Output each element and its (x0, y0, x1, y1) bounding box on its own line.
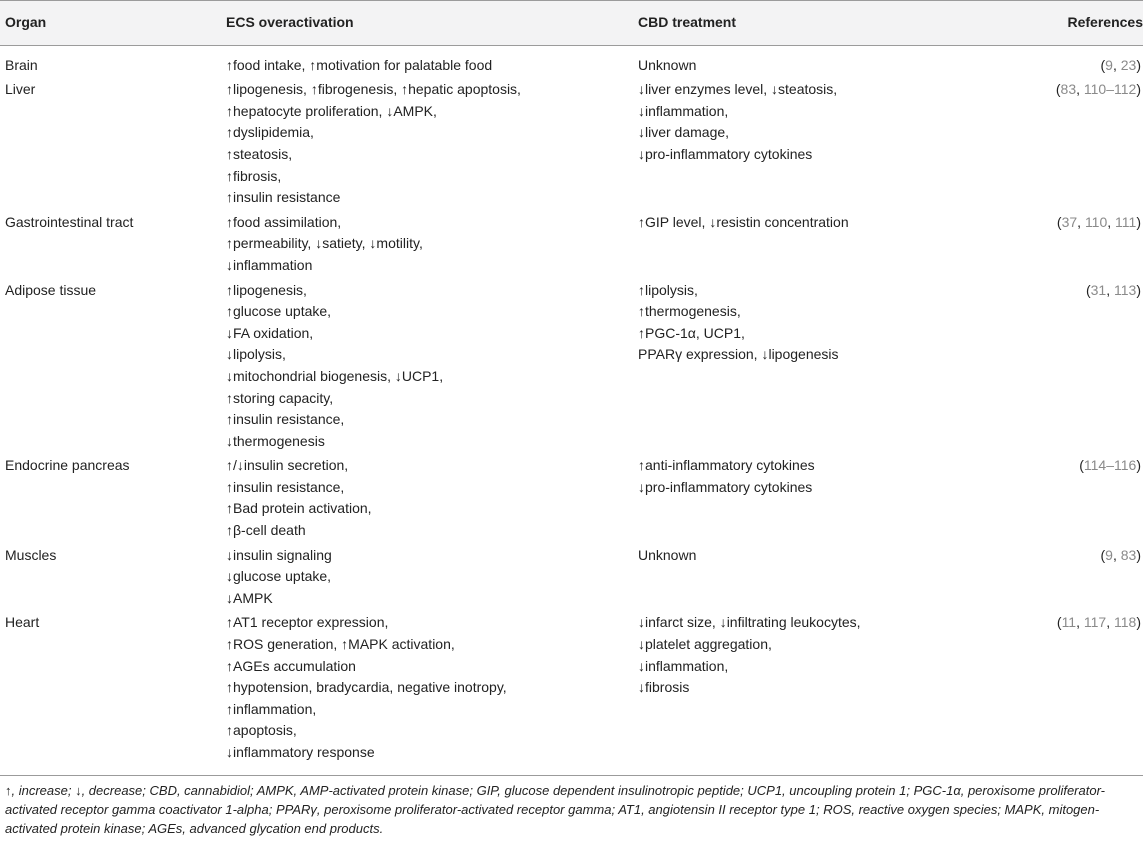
cell-references: (11, 117, 118) (1056, 614, 1141, 631)
cell-ecs-overactivation-line: ↑food assimilation, (226, 213, 342, 230)
cell-cbd-treatment-line: ↑GIP level, ↓resistin concentration (638, 213, 849, 230)
cell-ecs-overactivation-line: ↓FA oxidation, (226, 324, 314, 341)
cell-ecs-overactivation-line: ↓AMPK (226, 589, 273, 606)
header-cbd-treatment: CBD treatment (638, 1, 1034, 46)
cell-ecs-overactivation-line: ↑permeability, ↓satiety, ↓motility, (226, 235, 423, 252)
cell-ecs-overactivation-line: ↑insulin resistance, (226, 411, 345, 428)
cell-cbd-treatment (638, 77, 1034, 210)
reference-link[interactable]: 113 (1114, 281, 1137, 298)
cell-cbd-treatment-line: Unknown (638, 546, 697, 563)
cell-cbd-treatment-line: ↓liver damage, (638, 124, 730, 141)
cell-cbd-treatment (638, 45, 1034, 77)
reference-link[interactable]: 31 (1090, 281, 1107, 298)
cell-ecs-overactivation-line: ↑glucose uptake, (226, 303, 332, 320)
table-row (0, 77, 1143, 210)
cell-cbd-treatment (638, 210, 1034, 278)
cell-references: (83, 110–112) (1055, 81, 1141, 98)
reference-separator: , (1106, 281, 1114, 298)
cell-ecs-overactivation-line: ↑/↓insulin secretion, (226, 457, 349, 474)
reference-separator: , (1112, 56, 1121, 73)
cell-ecs-overactivation-line: ↑hypotension, bradycardia, negative inotropy, (226, 679, 507, 696)
reference-link[interactable]: 23 (1120, 56, 1137, 73)
cell-references: (9, 23) (1100, 56, 1141, 73)
header-references: References (1034, 1, 1143, 46)
table-row (0, 45, 1143, 77)
reference-link[interactable]: 110–112 (1083, 81, 1137, 98)
cell-ecs-overactivation-line: ↓mitochondrial biogenesis, ↓UCP1, (226, 367, 444, 384)
cell-references: (31, 113) (1085, 281, 1141, 298)
cell-ecs-overactivation (226, 543, 638, 611)
cell-organ: Liver (5, 81, 36, 98)
cell-ecs-overactivation-line: ↓inflammatory response (226, 744, 375, 760)
cell-ecs-overactivation-line: ↑lipogenesis, ↑fibrogenesis, ↑hepatic apoptosis, (226, 81, 521, 98)
cell-references: (37, 110, 111) (1056, 213, 1141, 230)
cell-ecs-overactivation-line: ↑β-cell death (226, 522, 306, 539)
cell-ecs-overactivation-line: ↑Bad protein activation, (226, 500, 372, 517)
cell-cbd-treatment-line: ↓platelet aggregation, (638, 636, 772, 653)
reference-link[interactable]: 11 (1061, 614, 1077, 631)
header-organ: Organ (0, 1, 226, 46)
cell-organ: Gastrointestinal tract (5, 213, 134, 230)
cell-organ: Adipose tissue (5, 281, 97, 298)
reference-separator: , (1112, 546, 1121, 563)
reference-link[interactable]: 118 (1114, 614, 1137, 631)
cell-ecs-overactivation-line: ↑dyslipidemia, (226, 124, 314, 141)
cell-references: (9, 83) (1100, 546, 1141, 563)
cell-cbd-treatment-line: Unknown (638, 56, 697, 73)
cell-ecs-overactivation-line: ↑fibrosis, (226, 167, 282, 184)
table-row (0, 210, 1143, 278)
cell-ecs-overactivation-line: ↑food intake, ↑motivation for palatable food (226, 56, 493, 73)
cell-ecs-overactivation (226, 278, 638, 454)
cell-cbd-treatment-line: ↓pro-inflammatory cytokines (638, 478, 813, 495)
cell-ecs-overactivation-line: ↑insulin resistance, (226, 478, 345, 495)
reference-separator: , (1076, 81, 1084, 98)
cell-cbd-treatment (638, 453, 1034, 542)
table-row (0, 453, 1143, 542)
cell-ecs-overactivation-line: ↓insulin signaling (226, 546, 332, 563)
cell-ecs-overactivation-line: ↓glucose uptake, (226, 568, 332, 585)
cell-ecs-overactivation (226, 210, 638, 278)
cell-ecs-overactivation-line: ↓lipolysis, (226, 346, 286, 363)
reference-link[interactable]: 83 (1120, 546, 1137, 563)
table-row (0, 278, 1143, 454)
reference-separator: , (1077, 213, 1085, 230)
cell-ecs-overactivation (226, 45, 638, 77)
cell-cbd-treatment (638, 610, 1034, 764)
cell-ecs-overactivation-line: ↑hepatocyte proliferation, ↓AMPK, (226, 102, 437, 119)
cell-ecs-overactivation-line: ↑inflammation, (226, 700, 317, 717)
cell-ecs-overactivation-line: ↓inflammation (226, 256, 313, 273)
cell-ecs-overactivation-line: ↑AT1 receptor expression, (226, 614, 389, 631)
cell-cbd-treatment-line: ↓liver enzymes level, ↓steatosis, (638, 81, 838, 98)
cell-organ: Muscles (5, 546, 57, 563)
table-header-row (0, 1, 1143, 46)
cell-ecs-overactivation (226, 610, 638, 764)
cell-cbd-treatment-line: ↓inflammation, (638, 657, 729, 674)
cell-cbd-treatment-line: ↓inflammation, (638, 102, 729, 119)
reference-link[interactable]: 37 (1061, 213, 1078, 230)
reference-separator: , (1107, 213, 1116, 230)
cell-cbd-treatment (638, 278, 1034, 454)
header-ecs-overactivation: ECS overactivation (226, 1, 638, 46)
table-body (0, 45, 1143, 765)
footnote-divider (0, 775, 1143, 776)
table-row (0, 610, 1143, 764)
cell-ecs-overactivation (226, 453, 638, 542)
reference-link[interactable]: 9 (1105, 546, 1113, 563)
table-row (0, 543, 1143, 611)
cell-cbd-treatment-line: PPARγ expression, ↓lipogenesis (638, 346, 839, 363)
reference-link[interactable]: 110 (1084, 213, 1108, 230)
cell-ecs-overactivation-line: ↓thermogenesis (226, 432, 325, 449)
cell-ecs-overactivation-line: ↑insulin resistance (226, 189, 341, 206)
cell-organ: Heart (5, 614, 40, 631)
cell-organ: Endocrine pancreas (5, 457, 130, 474)
cell-ecs-overactivation-line: ↑lipogenesis, (226, 281, 307, 298)
reference-link[interactable]: 83 (1060, 81, 1077, 98)
cell-references: (114–116) (1079, 457, 1141, 474)
cell-cbd-treatment-line: ↑lipolysis, (638, 281, 698, 298)
cell-cbd-treatment-line: ↓pro-inflammatory cytokines (638, 145, 813, 162)
cell-cbd-treatment-line: ↑thermogenesis, (638, 303, 741, 320)
reference-link[interactable]: 114–116 (1083, 457, 1137, 474)
cell-ecs-overactivation-line: ↑steatosis, (226, 145, 293, 162)
cell-cbd-treatment (638, 543, 1034, 611)
reference-link[interactable]: 9 (1105, 56, 1113, 73)
reference-link[interactable]: 111 (1115, 213, 1137, 230)
cell-cbd-treatment-line: ↓infarct size, ↓infiltrating leukocytes, (638, 614, 861, 631)
cell-ecs-overactivation-line: ↑AGEs accumulation (226, 657, 356, 674)
cell-cbd-treatment-line: ↑PGC-1α, UCP1, (638, 324, 745, 341)
reference-separator: , (1076, 614, 1084, 631)
reference-separator: , (1106, 614, 1114, 631)
cell-ecs-overactivation-line: ↑storing capacity, (226, 389, 334, 406)
cell-ecs-overactivation-line: ↑ROS generation, ↑MAPK activation, (226, 636, 455, 653)
reference-link[interactable]: 117 (1083, 614, 1107, 631)
table-footnote: ↑, increase; ↓, decrease; CBD, cannabidiol; AMPK, AMP-activated protein kinase; GIP, glucose dependent insulinotropic peptide; UCP1, uncoupling protein 1; PGC-1α, peroxisome proliferator-activated receptor gamma coactivator 1-alpha; PPARγ, peroxisome proliferator-activated receptor gamma; AT1, angiotensin II receptor type 1; ROS, reactive oxygen species; MAPK, mitogen-activated protein kinase; AGEs, advanced glycation end products. (5, 783, 1105, 836)
cell-organ: Brain (5, 56, 38, 73)
cell-ecs-overactivation-line: ↑apoptosis, (226, 722, 297, 739)
cell-cbd-treatment-line: ↑anti-inflammatory cytokines (638, 457, 815, 474)
cell-cbd-treatment-line: ↓fibrosis (638, 679, 690, 696)
cell-ecs-overactivation (226, 77, 638, 210)
